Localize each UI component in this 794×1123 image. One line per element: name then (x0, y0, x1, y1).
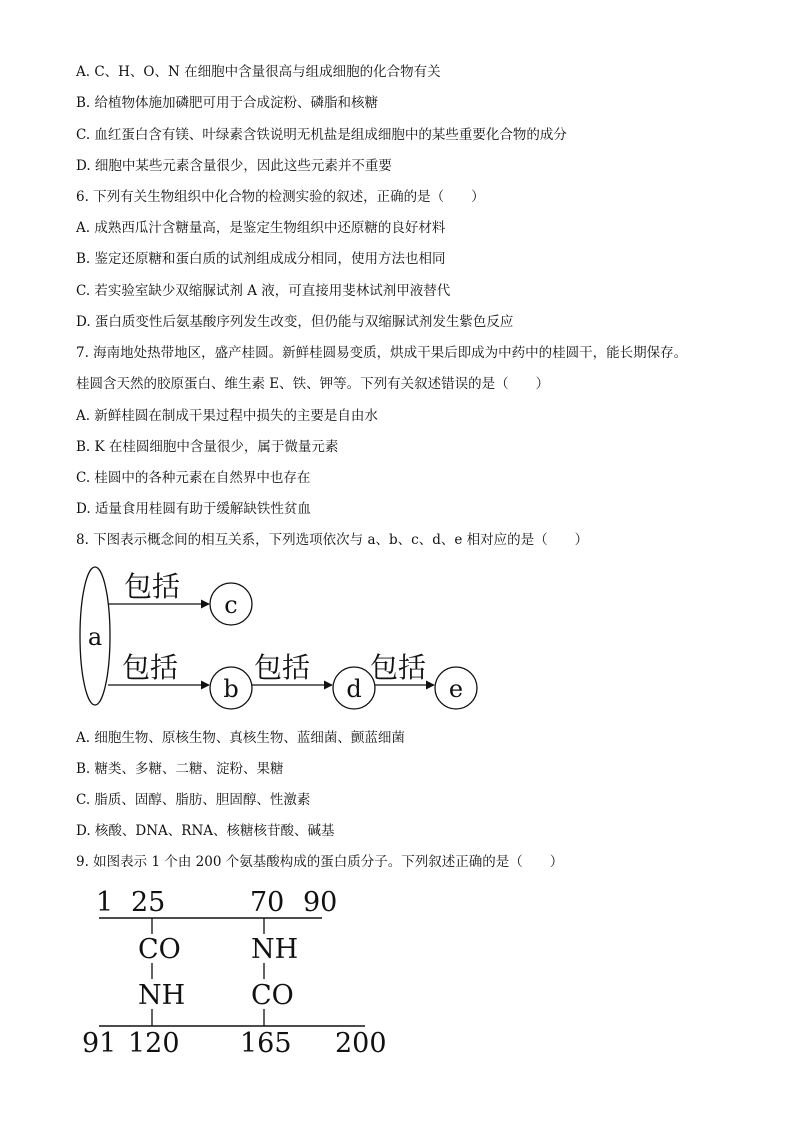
node-d-label: d (346, 675, 362, 703)
q6-option-d: D. 蛋白质变性后氨基酸序列发生改变，但仍能与双缩脲试剂发生紫色反应 (76, 314, 514, 330)
q7-option-a: A. 新鲜桂圆在制成干果过程中损失的主要是自由水 (76, 408, 378, 424)
q5-option-d: D. 细胞中某些元素含量很少，因此这些元素并不重要 (76, 158, 392, 174)
arrow-b-d-label: 包括 (254, 651, 311, 684)
q7-stem-line2: 桂圆含天然的胶原蛋白、维生素 E、铁、钾等。下列有关叙述错误的是（ ） (76, 376, 550, 392)
node-a-label: a (87, 623, 103, 651)
arrow-a-b-label: 包括 (122, 651, 179, 684)
q7-stem-line1: 7. 海南地处热带地区，盛产桂圆。新鲜桂圆易变质，烘成干果后即成为中药中的桂圆干，能长期保存。 (76, 345, 688, 361)
top-label-90: 90 (303, 887, 338, 918)
q9-stem: 9. 如图表示 1 个由 200 个氨基酸构成的蛋白质分子。下列叙述正确的是（ ） (76, 854, 564, 870)
left-bond-co: CO (138, 934, 181, 965)
bottom-label-165: 165 (240, 1028, 292, 1059)
arrow-a-c-label: 包括 (124, 570, 181, 603)
node-e-label: e (448, 675, 464, 703)
bottom-label-91: 91 (82, 1028, 117, 1059)
q5-option-a: A. C、H、O、N 在细胞中含量很高与组成细胞的化合物有关 (76, 64, 441, 80)
q6-option-b: B. 鉴定还原糖和蛋白质的试剂组成成分相同，使用方法也相同 (76, 251, 446, 267)
q5-option-c: C. 血红蛋白含有镁、叶绿素含铁说明无机盐是组成细胞中的某些重要化合物的成分 (76, 127, 567, 143)
right-bond-nh: NH (251, 934, 299, 965)
q8-stem: 8. 下图表示概念间的相互关系，下列选项依次与 a、b、c、d、e 相对应的是（ ） (76, 532, 589, 548)
left-bond-nh: NH (138, 980, 186, 1011)
q8-option-a: A. 细胞生物、原核生物、真核生物、蓝细菌、颤蓝细菌 (76, 730, 405, 746)
q8-option-c: C. 脂质、固醇、脂肪、胆固醇、性激素 (76, 792, 311, 808)
q7-option-c: C. 桂圆中的各种元素在自然界中也存在 (76, 470, 311, 486)
q7-option-d: D. 适量食用桂圆有助于缓解缺铁性贫血 (76, 501, 311, 517)
q6-option-c: C. 若实验室缺少双缩脲试剂 A 液，可直接用斐林试剂甲液替代 (76, 283, 451, 299)
q8-option-d: D. 核酸、DNA、RNA、核糖核苷酸、碱基 (76, 823, 335, 839)
top-label-70: 70 (250, 887, 285, 918)
right-bond-co: CO (251, 980, 294, 1011)
q8-option-b: B. 糖类、多糖、二糖、淀粉、果糖 (76, 761, 284, 777)
top-label-1: 1 (96, 887, 114, 918)
arrow-d-e-label: 包括 (370, 651, 427, 684)
q5-option-b: B. 给植物体施加磷肥可用于合成淀粉、磷脂和核糖 (76, 95, 379, 111)
top-label-25: 25 (131, 887, 166, 918)
bottom-label-120: 120 (128, 1028, 180, 1059)
node-b-label: b (223, 675, 239, 703)
q6-stem: 6. 下列有关生物组织中化合物的检测实验的叙述，正确的是（ ） (76, 189, 485, 205)
node-c-label: c (224, 591, 238, 619)
bottom-label-200: 200 (335, 1028, 387, 1059)
q6-option-a: A. 成熟西瓜汁含糖量高，是鉴定生物组织中还原糖的良好材料 (76, 220, 446, 236)
q7-option-b: B. K 在桂圆细胞中含量很少，属于微量元素 (76, 439, 339, 455)
